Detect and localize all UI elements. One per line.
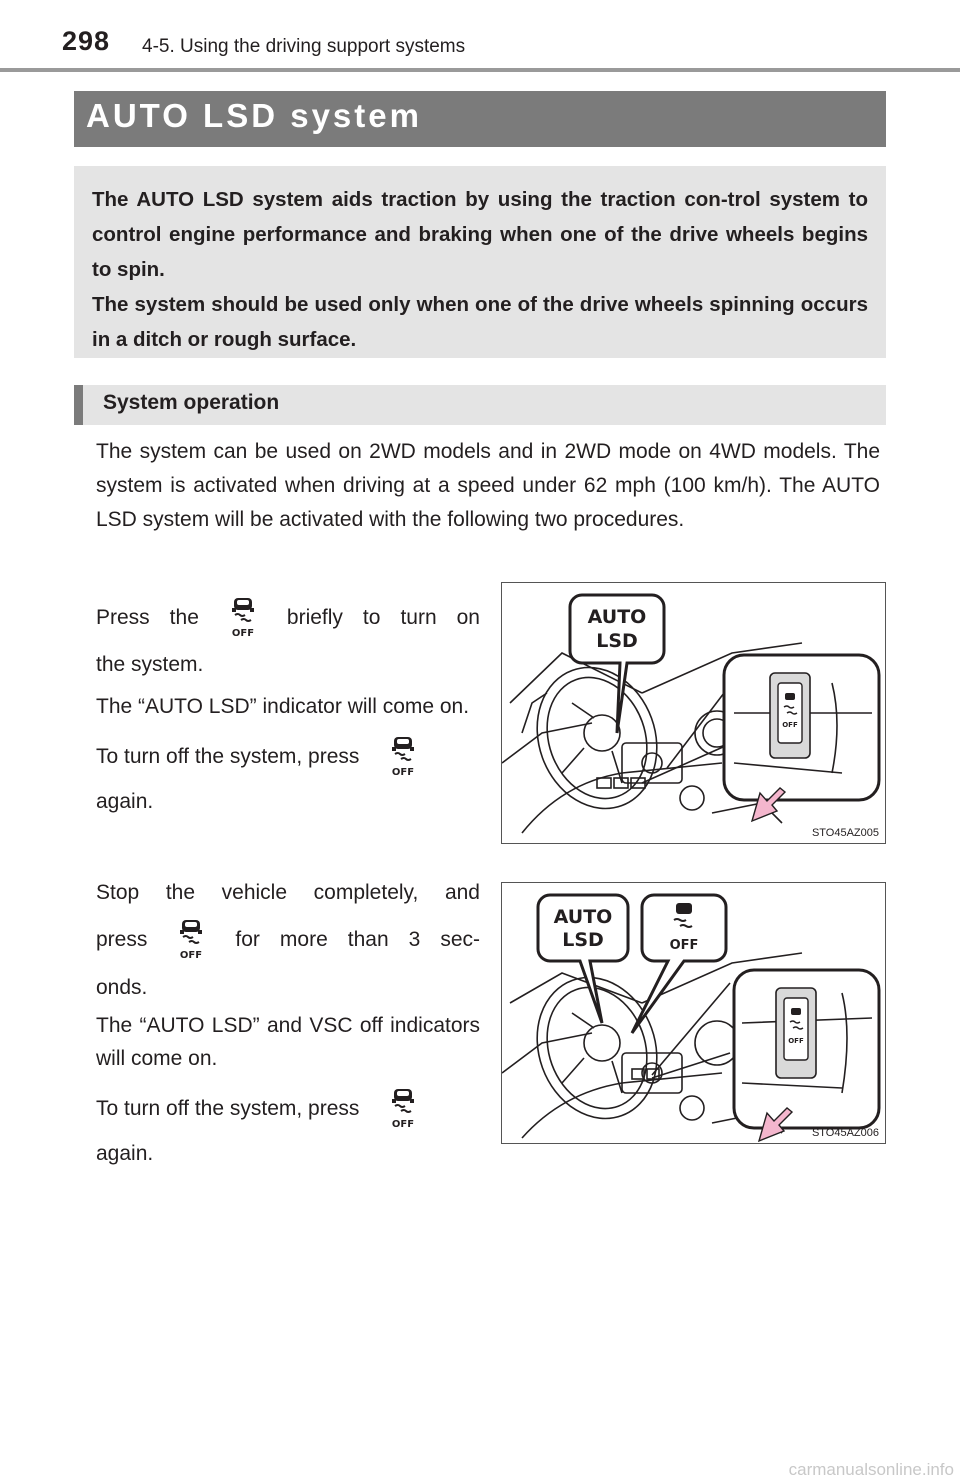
svg-text:OFF: OFF <box>392 767 415 779</box>
figure-dashboard-switch-1 <box>501 582 886 844</box>
svg-text:OFF: OFF <box>180 950 203 962</box>
svg-text:OFF: OFF <box>782 721 798 729</box>
body-paragraph: The system can be used on 2WD models and in 2WD mode on 4WD models. The system is activated when driving at a speed under 62 mph (100 km/h). The AUTO LSD system will be activated with the following two procedures. <box>96 440 880 531</box>
svg-text:OFF: OFF <box>669 938 699 953</box>
callout-lsd-text: LSD <box>596 630 638 652</box>
vsc-off-switch-icon <box>383 1087 423 1131</box>
procedure-1-note: The “AUTO LSD” indicator will come on. <box>96 695 470 718</box>
procedure-1 <box>96 594 480 823</box>
callout-auto-text: AUTO <box>587 606 647 628</box>
callout-auto-text: AUTO <box>553 906 613 928</box>
procedure-2 <box>96 876 480 1175</box>
procedure-2-text: onds. <box>96 976 148 999</box>
figure-code: STO45AZ005 <box>811 827 879 839</box>
procedure-2-text: press <box>96 928 148 951</box>
watermark: carmanualsonline.info <box>788 1460 954 1479</box>
page-number: 298 <box>62 26 111 56</box>
vsc-off-switch-icon <box>383 735 423 779</box>
figure-code: STO45AZ006 <box>811 1127 879 1139</box>
vsc-off-switch-icon <box>171 918 211 962</box>
svg-text:OFF: OFF <box>231 628 254 640</box>
procedure-1-text: briefly to turn on <box>286 606 480 629</box>
procedure-1-off-text: again. <box>96 790 154 813</box>
procedure-1-text: the system. <box>96 653 204 676</box>
chapter-header: 4-5. Using the driving support systems <box>142 36 466 57</box>
procedure-2-text: for more than 3 sec- <box>235 928 480 951</box>
procedure-2-note: The “AUTO LSD” and VSC off indicators will come on. <box>96 1014 480 1070</box>
section-title: AUTO LSD system <box>86 97 422 134</box>
svg-text:OFF: OFF <box>788 1037 804 1045</box>
intro-text: The AUTO LSD system aids traction by using the traction con-trol system to control engine performance and braking when one of the drive wheels begins to spin. The system should be used only when one of the drive wheels spinning occurs in a ditch or rough surface. <box>92 188 868 351</box>
subsection-heading-bar <box>74 385 886 425</box>
vsc-off-switch-icon <box>223 596 263 640</box>
figure-dashboard-switch-2 <box>501 882 886 1144</box>
procedure-2-off-text: To turn off the system, press <box>96 1097 360 1120</box>
header-divider <box>0 68 960 72</box>
intro-box <box>74 166 886 358</box>
procedure-2-text: Stop the vehicle completely, and <box>96 881 480 904</box>
svg-text:OFF: OFF <box>392 1119 415 1131</box>
procedure-1-off-text: To turn off the system, press <box>96 745 360 768</box>
procedure-2-off-text: again. <box>96 1142 154 1165</box>
subsection-title: System operation <box>103 391 280 414</box>
procedure-1-text: Press the <box>96 606 199 629</box>
callout-lsd-text: LSD <box>562 929 604 951</box>
